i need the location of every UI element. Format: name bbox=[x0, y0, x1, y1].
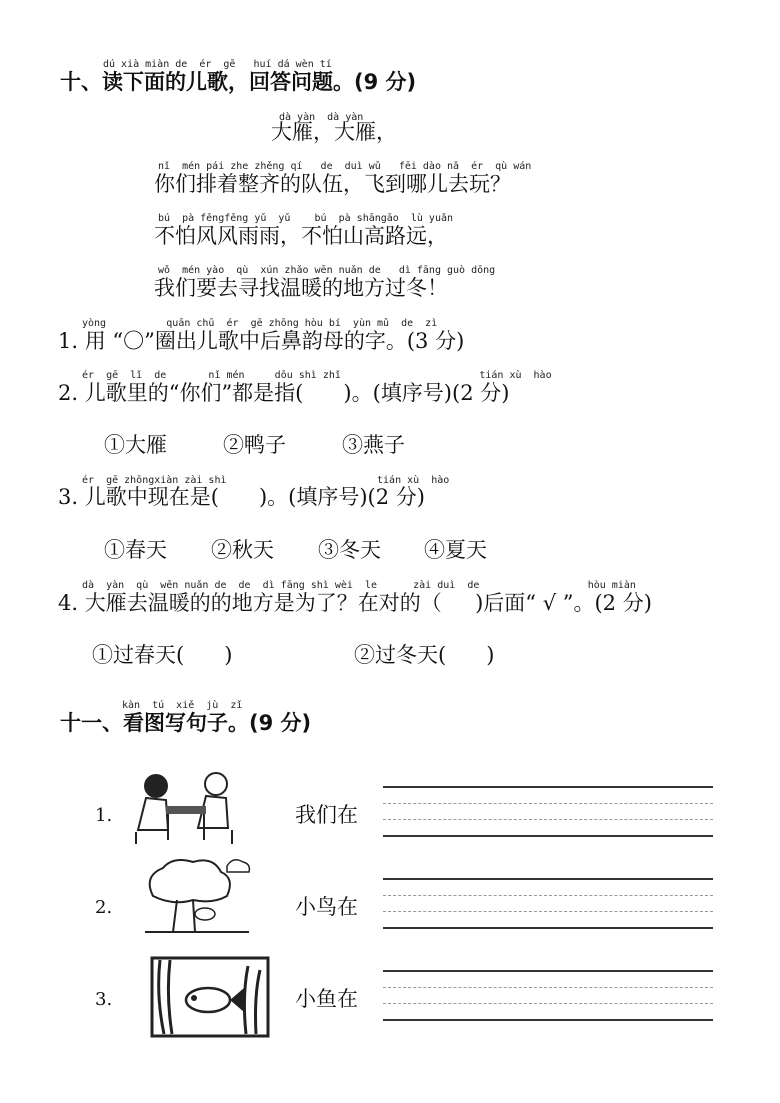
section10-title: 十、读下面的儿歌，回答问题。(9 分) bbox=[60, 70, 417, 94]
item-3-number: 3. bbox=[95, 989, 113, 1010]
q4-option-2: ②过冬天( ) bbox=[354, 643, 495, 667]
poem-line-3: 不怕风风雨雨，不怕山高路远， bbox=[154, 224, 448, 248]
item-2-number: 2. bbox=[95, 897, 113, 918]
writing-guide-line bbox=[383, 987, 713, 988]
item-1-number: 1. bbox=[95, 805, 113, 826]
writing-line[interactable] bbox=[383, 786, 713, 788]
poem-line-4-pinyin: wǒ mén yào qù xún zhǎo wēn nuǎn de dì fāng guò dōng bbox=[158, 265, 496, 276]
question-2: 2. 儿歌里的“你们”都是指( )。(填序号)(2 分) bbox=[58, 381, 510, 405]
writing-guide-line bbox=[383, 895, 713, 896]
poem-line-4: 我们要去寻找温暖的地方过冬！ bbox=[154, 276, 448, 300]
item-1-prompt: 我们在 bbox=[295, 803, 358, 827]
writing-guide-line bbox=[383, 1003, 713, 1004]
writing-line[interactable] bbox=[383, 835, 713, 837]
children-playing-chess-picture bbox=[128, 770, 240, 846]
section11-pinyin: kàn tú xiě jù zǐ bbox=[122, 700, 243, 711]
q3-option-2: ②秋天 bbox=[211, 538, 274, 562]
question-2-pinyin: ér gē lǐ de nǐ mén dōu shì zhǐ tián xù hào bbox=[82, 370, 552, 381]
poem-line-1-pinyin: dà yàn dà yàn bbox=[279, 112, 364, 123]
question-3: 3. 儿歌中现在是( )。(填序号)(2 分) bbox=[58, 485, 425, 509]
writing-line[interactable] bbox=[383, 927, 713, 929]
q2-option-1: ①大雁 bbox=[104, 433, 167, 457]
poem-line-2-pinyin: nǐ mén pái zhe zhěng qí de duì wǔ fēi dào nǎ ér qù wán bbox=[158, 161, 532, 172]
item-2-prompt: 小鸟在 bbox=[295, 895, 358, 919]
q3-option-4: ④夏天 bbox=[424, 538, 487, 562]
writing-guide-line bbox=[383, 911, 713, 912]
question-1-pinyin: yòng quān chū ér gē zhōng hòu bí yùn mǔ de zì bbox=[82, 318, 438, 329]
q3-option-1: ①春天 bbox=[104, 538, 167, 562]
writing-guide-line bbox=[383, 819, 713, 820]
q2-option-2: ②鸭子 bbox=[223, 433, 286, 457]
bird-in-tree-picture bbox=[143, 856, 251, 934]
poem-line-2: 你们排着整齐的队伍，飞到哪儿去玩？ bbox=[154, 172, 511, 196]
section11-title: 十一、看图写句子。(9 分) bbox=[60, 711, 312, 735]
fish-in-water-picture bbox=[150, 956, 270, 1038]
question-4: 4. 大雁去温暖的的地方是为了？在对的（ )后面“ √ ”。(2 分) bbox=[58, 591, 652, 615]
q3-option-3: ③冬天 bbox=[318, 538, 381, 562]
section10-pinyin: dú xià miàn de ér gē huí dá wèn tí bbox=[103, 59, 332, 70]
q4-option-1: ①过春天( ) bbox=[92, 643, 233, 667]
question-1: 1. 用 “〇”圈出儿歌中后鼻韵母的字。(3 分) bbox=[58, 329, 465, 353]
poem-line-1: 大雁，大雁， bbox=[271, 120, 397, 144]
writing-line[interactable] bbox=[383, 1019, 713, 1021]
q2-option-3: ③燕子 bbox=[342, 433, 405, 457]
writing-line[interactable] bbox=[383, 878, 713, 880]
question-4-pinyin: dà yàn qù wēn nuǎn de de dì fāng shì wèi le zài duì de hòu miàn bbox=[82, 580, 636, 591]
item-3-prompt: 小鱼在 bbox=[295, 987, 358, 1011]
question-3-pinyin: ér gē zhōngxiàn zài shì tián xù hào bbox=[82, 475, 450, 486]
poem-line-3-pinyin: bú pà fēngfēng yǔ yǔ bú pà shāngāo lù yuǎn bbox=[158, 213, 454, 224]
writing-line[interactable] bbox=[383, 970, 713, 972]
writing-guide-line bbox=[383, 803, 713, 804]
